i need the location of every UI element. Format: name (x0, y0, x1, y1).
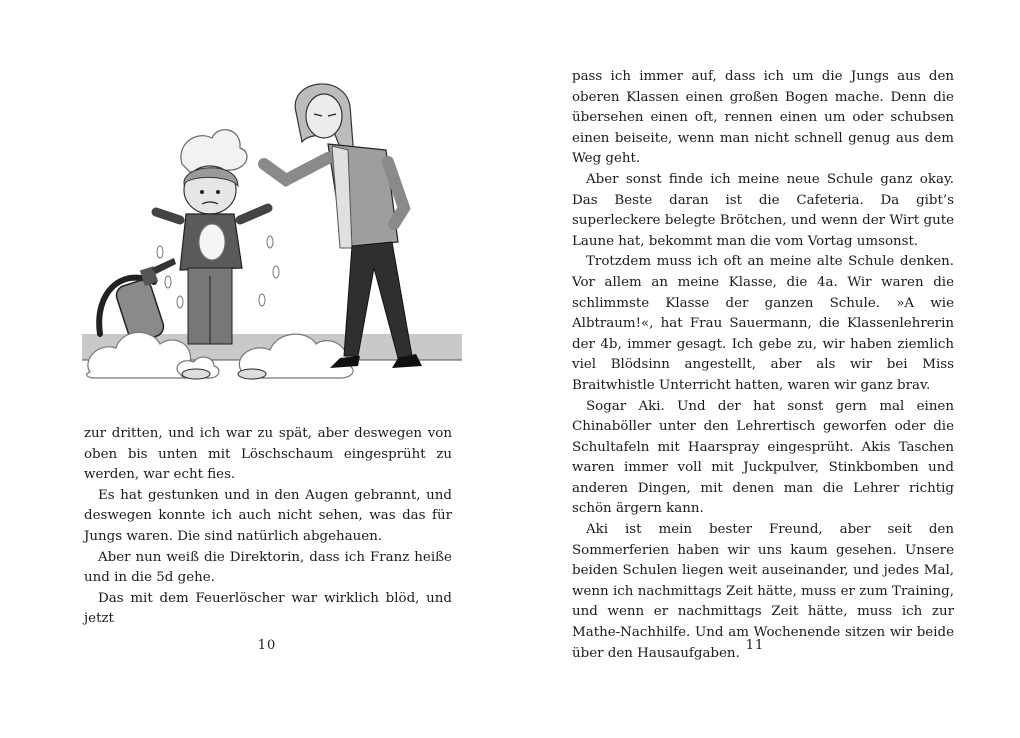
paragraph: pass ich immer auf, dass ich um die Jungs aus den oberen Klassen einen großen Bogen mache. Denn die übersehen einen oft, rennen einen um oder schubsen einen beiseite, wenn man nicht schnell genug aus dem Weg geht. (572, 69, 954, 167)
left-page-text (84, 424, 452, 630)
paragraph: Aber sonst finde ich meine neue Schule ganz okay. Das Beste daran ist die Cafeteria. Da gibt’s superleckere belegte Brötchen, und wenn der Wirt gute Laune hat, bekommt man die vom Vortag umsonst. (572, 171, 954, 249)
paragraph: zur dritten, und ich war zu spät, aber deswegen von oben bis unten mit Löschschaum eingesprüht zu werden, war echt fies. (84, 426, 452, 483)
woman-face (306, 94, 342, 138)
woman-figure (264, 84, 422, 368)
paragraph: Trotzdem muss ich oft an meine alte Schule denken. Vor allem an meine Klasse, die 4a. Wir waren die schlimmste Klasse der ganzen Schule. »A wie Albtraum!«, hat Frau Sauermann, die Klassenlehrerin der 4b, immer gesagt. Ich gebe zu, wir haben ziemlich viel Blödsinn angestellt, aber als wir bei Miss Braitwhistle Unterricht hatten, waren wir ganz brav. (572, 254, 954, 393)
paragraph: Aber nun weiß die Direktorin, dass ich Franz heiße und in die 5d gehe. (84, 549, 452, 586)
right-page-text (572, 67, 954, 664)
paragraph: Sogar Aki. Und der hat sonst gern mal einen Chinaböller unter den Lehrertisch geworfen oder die Schultafeln mit Haarspray eingesprüht. Akis Taschen waren immer voll mit Juckpulver, Stinkbomben und anderen Dingen, mit denen man die Lehrer richtig schön ärgern kann. (572, 398, 954, 517)
fire-extinguisher-icon (114, 258, 176, 344)
paragraph: Das mit dem Feuerlöscher war wirklich blöd, und jetzt (84, 590, 452, 627)
paragraph: Aki ist mein bester Freund, aber seit den Sommerferien haben wir uns kaum gesehen. Unsere beiden Schulen liegen weit auseinander, und jedes Mal, wenn ich nachmittags Zeit hätte, muss er zum Training, und wenn er nachmittags Zeit hätte, muss ich zur Mathe-Nachhilfe. Und am Wochenende sitzen wir beide über den Hausaufgaben. (572, 522, 954, 661)
illustration (82, 72, 462, 386)
right-page (510, 0, 1020, 738)
page-number-right: 11 (745, 638, 765, 653)
page-number-left: 10 (257, 638, 277, 653)
paragraph: Es hat gestunken und in den Augen gebrannt, und deswegen konnte ich auch nicht sehen, was das für Jungs waren. Die sind natürlich abgehauen. (84, 487, 452, 544)
